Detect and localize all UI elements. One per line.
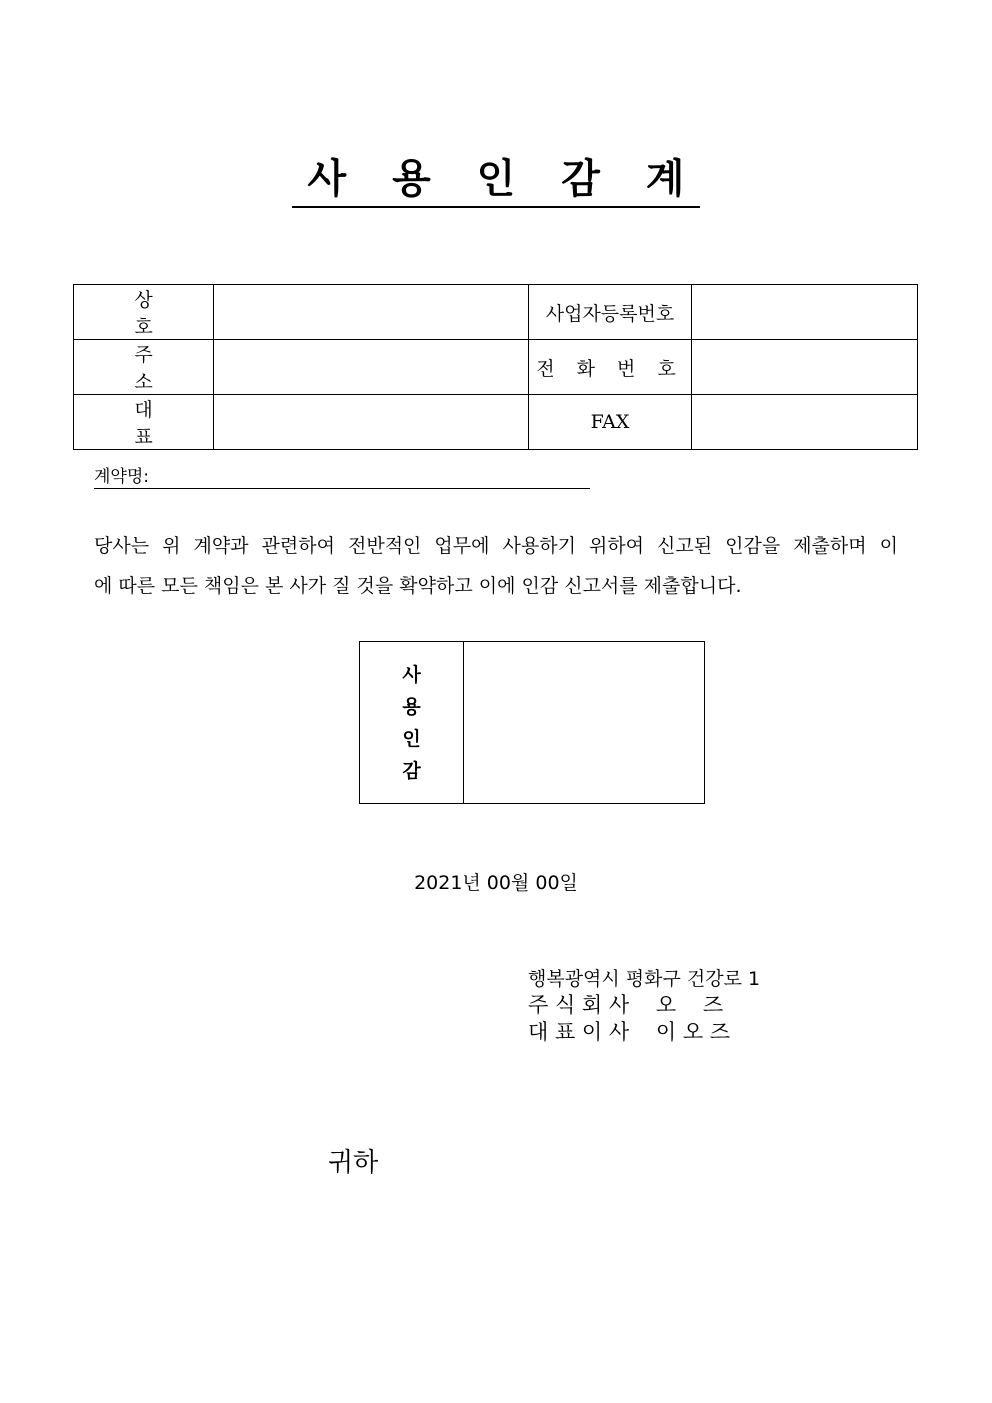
seal-stamp-area[interactable]: [464, 642, 705, 804]
issuer-block: [528, 966, 788, 1046]
label-company-name: 상 호: [74, 285, 214, 340]
seal-label-cell: [360, 642, 464, 804]
fax-field[interactable]: [692, 395, 918, 450]
statement-line-2: 에 따른 모든 책임은 본 사가 질 것을 확약하고 이에 인감 신고서를 제출합니다.: [94, 575, 742, 597]
label-representative: 대 표: [74, 395, 214, 450]
table-row: [74, 285, 918, 340]
seal-label-char: 감: [402, 759, 421, 782]
table-row: [74, 395, 918, 450]
document-title: [0, 152, 992, 208]
seal-label-char: 사: [402, 663, 421, 686]
company-name-field[interactable]: [214, 285, 529, 340]
label-business-reg-no: 사업자등록번호: [529, 285, 692, 340]
issuer-ceo: 대 표 이 사 이 오 즈: [528, 1020, 731, 1044]
seal-label-char: 용: [402, 695, 421, 718]
address-field[interactable]: [214, 340, 529, 395]
statement-line-1: 당사는 위 계약과 관련하여 전반적인 업무에 사용하기 위하여 신고된 인감을 제출하며 이: [94, 535, 898, 557]
seal-label: [360, 659, 463, 787]
document-title-text: 사 용 인 감 계: [292, 152, 701, 208]
issuer-address: 행복광역시 평화구 건강로 1: [528, 968, 761, 990]
representative-field[interactable]: [214, 395, 529, 450]
label-phone: 전 화 번 호: [529, 340, 692, 395]
label-address: 주 소: [74, 340, 214, 395]
seal-box: [359, 641, 705, 804]
contract-name-label: 계약명:: [94, 467, 149, 487]
addressee: 귀하: [328, 1148, 379, 1178]
phone-field[interactable]: [692, 340, 918, 395]
contract-name-line[interactable]: [94, 466, 590, 489]
issuer-company: 주 식 회 사 오 즈: [528, 993, 724, 1017]
statement-paragraph: [94, 526, 898, 606]
document-date: 2021년 00월 00일: [414, 872, 578, 894]
business-reg-no-field[interactable]: [692, 285, 918, 340]
label-fax: FAX: [529, 395, 692, 450]
company-info-table: [73, 284, 918, 450]
table-row: [74, 340, 918, 395]
seal-label-char: 인: [402, 727, 421, 750]
